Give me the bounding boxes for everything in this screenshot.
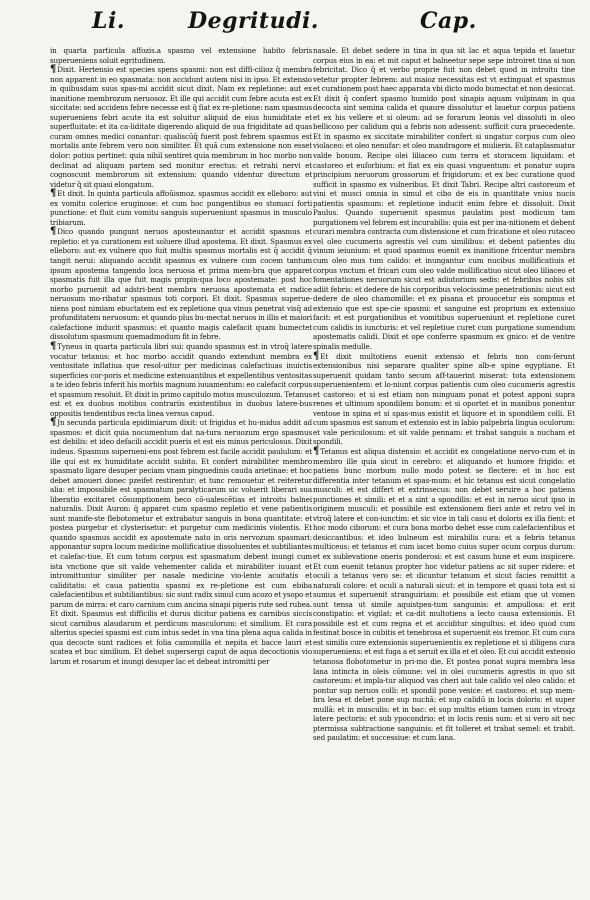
paragraph-text: Tyneus in quarta particula libri sui: quando spasmus est in vtroq̄ latere vocatur tetanus: et hoc morbo accidit quando extendunt membra ex ventositate inflatiua que resol-uitur per medicinas calefactiuas inuictis superficies cor-poris et medicine extenuantibus et expellentibus ventositas a te ideo febris inferit his morbis magnum iuuamentum: eo calefacit corpus et spasmum resoluit. Et dixit in primo capitulo motus musculozum. Tetanus est et ex duobus motibus contrariis existentibus in duobus latere-bus oppositis tendentibus recta linea versus capud.	[50, 341, 312, 418]
header-book-number: Li.	[92, 8, 125, 34]
paragraph	[50, 418, 312, 666]
paragraph	[50, 342, 312, 418]
paragraph-text: nasale. Et debet sedere in tina in qua sit lac et aqua tepida et lauetur corpus eius in ea: et mit caput et balneetur sepe sepe introiret tina si non febricitat. Dico q̄ et verbo proprie fuit non debet quod in introitu tine vetetur propter febrem: aut maioz necessitas est vt extinguat et spasmus et curationem post haec apparata vbi dicto modo bumectat et non desiccat. Et dixit q̄ confert spasmo humido post sinapis aquam vulpinam in qua decocta sint semina calida et quaure dissolutur et lauetur corpus patiens et ex his vellere et si oleum: ad se forarum leonis vel dissoluti in oleo bellicoso per calidum qui a febris non adessent: sufficit cura praecedente. Et in spasmo ex siccitate mirabiliter confert si ungatur corpus cum oleo violaceo: et oleo nenufar: et oleo mandragore et mulieris. Et cataplasmatur valde bonum. Recipe olei liliaceo cum terra et storacem liquidam: et castoreo et euforbium: et fiat ex eis quasi vnguentum: et ponatur supra principium neruorum grossorum et frigidorum: et ex bec curatione quod sufficit in spasmo ex vulneribus. Et dixit Tabri. Recipe altri castoreum et vini et musci omnia in simul et cibo de eis in quantitate vnius nucis patientis spasmum: et repletione inducit enim febre et dissoluit. Dixit Paulus. Quando superuenit spasmus paulatim post modicum tam purgationem vel febrem est incurabilis: quia est per ina-nitionem et debent curari membra contracta cum distensione et cum fricatione et oleo rutaceo vel oleo cucumeris agrestis vel cum similibus: et debent patientes diu vinum ieiunium: et quod spasmus euenit ex inanitione fricentur membra cum oleo mus tum calido: et inungantur cum nucibus mollificatiuis et corpus vnctum et fricari cum oleo valde mollificatiuo sicut oleo liliaceo et fomentationes neruorum sicut est adiutorium sedis: et febribus nobis sit adiit febris: et dedere de his corporibus velocissime penetrationis: sicut est dedere de oleo chamomille: et ex pisana et prouocetur eis sompnus et extensio que est spe-cie spasmi: et sanguine est proprium ex extensiuo facit: et est purgationibus et vomitibus superueniunt et repletione curet cum calidis in iuncturis: et vel repletiue curet cum purgatione sumendum apostematis calidi. Dixit et ope conferre spasmum ex gnico: et de ventre spinalis medulle.	[313, 46, 575, 351]
header-chapter: Cap.	[420, 8, 477, 34]
paragraph-text: Et dixit multotiens euenit extensio et febris non com-ferunt extensionibus nisi separare qualiter spine alb-e spine egyptiane. Et superuenit quidam tanto secum aff-tauerint miserat: tota extensionem superuenientem: et lo-niunt corpus patientis cum oleo cucumeris agrestis et castoreo: et si est etiam non minguam ponat et potest apponi supra renes et ultimum spondilem bonum: et si oportet et in manibus ponentur ventose in spina et si spas-mus existit et liquore et in spondilem colli. Et cum spasmus est sanum et extensio est in labio palpebria lingua oculorum: et vale periculosum: et sit valde pennam: et trabat sanguis a nucham et spondili.	[313, 351, 575, 447]
pilcrow-icon: ¶	[50, 188, 57, 200]
paragraph	[50, 65, 312, 189]
paragraph	[313, 46, 575, 352]
pilcrow-icon: ¶	[313, 350, 320, 362]
paragraph-text: Et dixit. In quinta particula affoũismoz. spasmus accidit ex elleboro: aut ex vomitu colerice eruginose: et cum hoc pungentibus eo stomaci forti punctione: et fluit cum vomitu sanguis superueniunt spasmus in musculo tribiarum.	[50, 189, 312, 227]
paragraph	[50, 46, 312, 65]
paragraph	[313, 352, 575, 447]
paragraph-text: Tetanus est aliqua distensio: et accidit ex congelatione nervo-rum et in membro ille quia sicut in cerebro: et aliquando et humore frigido: et patiens bunc morbum nullo modo potest se flectere: et in hoc est differentia inter tetanum et spas-mum: et hic tetanus est sicut congelatio musculi: et est differt et extrinsecus: non debet seruire a hoc patiens punctiones et simili: et et a sint a spondilis: et est in neruo sicut ipso in originem musculi: et possibile est extensionem fieri ante et retro vel in vtroq̄ latere et con-iunctim: et sic vice in tali casu et doloris ex illa fient: et hoc modo ciborum: et cura bona morbo debet esse cum calefacientibus et desiccantibus: et ideo bulneum est mirabilis cura: et a febris tetanus multiceus: et tetanus et cum iacet bomo cuius super ocum corpus durum: et ex sublevatione oneris ponderosi: et est casum hune et eum inspicere. Et cum euenit tetanus propter hoc videtur patiens ac sit super ridere: et oculi a tetanus vero se: et dicuntur tetanum et sicut facies remittit a naturali colore: et oculi a naturali sicut: et in tempore et quasi tota est si sumus et superuenit stranguiriam: et possibile est etiam que ut vomen sunt tensa ut simile aquistpea-tum sanguinis: et ampullosa: et erit constipatio: et vigilat: et ca-dit multotiens a lecto causa extensionis. Et possibile est et cum regna et et acciditur singultus: et ideo quod cum festinat bosce in cubitis et tenebrosa et superuenit eis tremor. Et cum cura est similis cure extensionis superuenientis ex repletione et si diligens cura superueniens: et est fuga a et seruit ex illa et et oleo. Et cui accidit extensio tetanosa flobotometur in pri-mo die. Et postea ponat supra membra lesa lana intincta in oleis cōmune: vel in olei cucumeris agrestis in quo sit castoreum: et impla-tur aliquod vas cheri aut tale calido vel oleo calido: et pontur sup neruos colli: et spondil pone vesice: et castoreo: et sup mem-bra lesa et debet pone sup nuchā: et sup calidū in locis doloris: et super mullā: et in musculis: et in bac: et sup multis etiam tamen cum in vtroqz latere pectoris: et sub ypocondrio: et in locis renis sum: et si vero sit nec ptermissa subtractione sanguinis: et fit tolleret et trabat semel: et trabit. sed paulatim: et successiue: et cum lana.	[313, 446, 575, 743]
left-text-column	[50, 46, 312, 894]
paragraph-text: Jn secunda particula epidimiarum dixit: ut frigidus et hu-midus addit ad spasmos: et dicit quia nocumentum dat na-tura neruozum ergo spasmus est debilis: et ideo defacili accidit pueris et est eis minus periculosus. Dixit iudeus. Spasmus superueni-ens post febrem est facile accidit paululum: et ille qui est ex humiditate accidit subito. Et confert mirabiliter membro spasmato ligare desuper peciam vnam pinguedinis cauda arietinae: et hoc debet amoueri donec pzeifet restirentur: et tunc remouetur et reiteretur alia: et impossibile est spasmatum paralyticarum sic voluerit liberari sua liberatio excitaret cōsumptionem beco cō-ualescētias et introitu balnei naturalis. Dixit Auron: q̄ apparet cum spasmo repletio et vene patientis sunt manife-ste flebotometur et extrabatur sanguis in bona quantitate: et postea purgetur et clysterisetur: et purgetur cum medicinis violentis. Et quando spasmus accidit ex apostemate nato in oris nervozum spasmari: apponantur supra locum medicine mollificatiue dissoluentes et subtiliantes et calefac-tiue. Et cum totum corpus est spasmatum debent inungi cum ista vnctione que sit valde vehementer calida et mirabiliter iuuant et intromittuntur similiter per nasale medicine vio-lente acuitatis et caliditatis: et caua patientis spasmi ex re-pletione est cum ebiba calefacientibus et subtiliantibus: sic sunt radix simul cum acozo et ysopo et parum de mirra: et caro carnium cum ancina sinapi piperis rute sed rubea. Et dixit. Spasmus est difficilis et durus dicitur patiens ex carnibus siccis sicut carnibus alaudarum et perdicum masculorum: et similium. Et cura alterius speciei spasmi est cum intus sedet in vna tina plena aqua calida in qua decocte sunt radices et folia camomilla et nepita et bacce lauri et scatea et buc similium. Et debet supersergi caput de aqua decoctionis vio larum et rosarum et inungi desuper lac et debeat intromitti per	[50, 418, 312, 666]
paragraph	[313, 447, 575, 743]
pilcrow-icon: ¶	[50, 226, 57, 238]
paragraph	[50, 227, 312, 342]
paragraph-text: in quarta particula affozis.a spasmo vel extensione habito febris superueniens soluit egritudinem.	[50, 46, 312, 65]
pilcrow-icon: ¶	[50, 417, 57, 429]
right-text-column	[313, 46, 575, 894]
paragraph	[50, 189, 312, 227]
pilcrow-icon: ¶	[50, 64, 57, 76]
pilcrow-icon: ¶	[50, 340, 57, 352]
pilcrow-icon: ¶	[313, 445, 320, 457]
running-header	[0, 8, 590, 42]
header-title: Degritudi.	[188, 8, 319, 34]
paragraph-text: Dico quando pungunt neruos aposteunantur et accidit spasmus et repletio: et ya curationem est soluere illud apostema. Et dixit. Spasmus ex elleboro: aut ex vulnere quo fuit multis spasmus mortalis est q̄ accidit q̄ tangit nerui: aliquando accidit spasmus ex vulnere cum cocem tantum ipsum apostema tangendo loca neruosa et prima mem-bra que apparet spasmatis fuit illa que fuit magis propin-qua loco apostemate: post hoc morbo puruenit ad adstri-bent membra neruosa apostemata et radice neruosum mo-ribatur spasmus toti corpori. Et dixit. Spasmus superue-niens post nimiam ebuctatem est ex repletione qua vinus penetrat visq̄ ad profunditatem neruosum: et quando plus bu-mectat neruos in illis et maiori calefactione inducit spasmus: et quanto magis calefacit quam bumectet dissolutum spasmum quemadmodum fit in febre.	[50, 227, 312, 342]
paragraph-text: Dixit. Hertensio est species spens spasmi: non est diffi-cilioz q̄ membra non apparent in eo spasmata: non accidunt autem nisi in ipso. Et extensio in quibusdam suus spas-mi accidit sicut dixit. Nam ex repletione: aut ex inanitione membrozum neruosoz. Et ille qui accidit cum febre acuta est ex siccitate: sed accidens febre necesse est q̄ fiat ex re-pletione: nam spasmus superueniens febri acute ita est soluitur aliquid de eius humiditate et superfluitate: et ita ca-liditate digerendo aliquid de sua frigiditate ad quas curam omnes medici conantur: qualiscūq̄ fuerit post febrem spasmus est mortalis ante febrem vero non similiter. Et quã cum extensione non esset dolor: potius pertinet: quia nihil sentiret quia membrum in hoc morbo non declinat ad aliquam partem sed monitur erectus: et retrahi nervi et cognoscunt membrorum sit extensium: quando videntur directum et videtur q̄ sit quasi elongatum.	[50, 65, 312, 189]
